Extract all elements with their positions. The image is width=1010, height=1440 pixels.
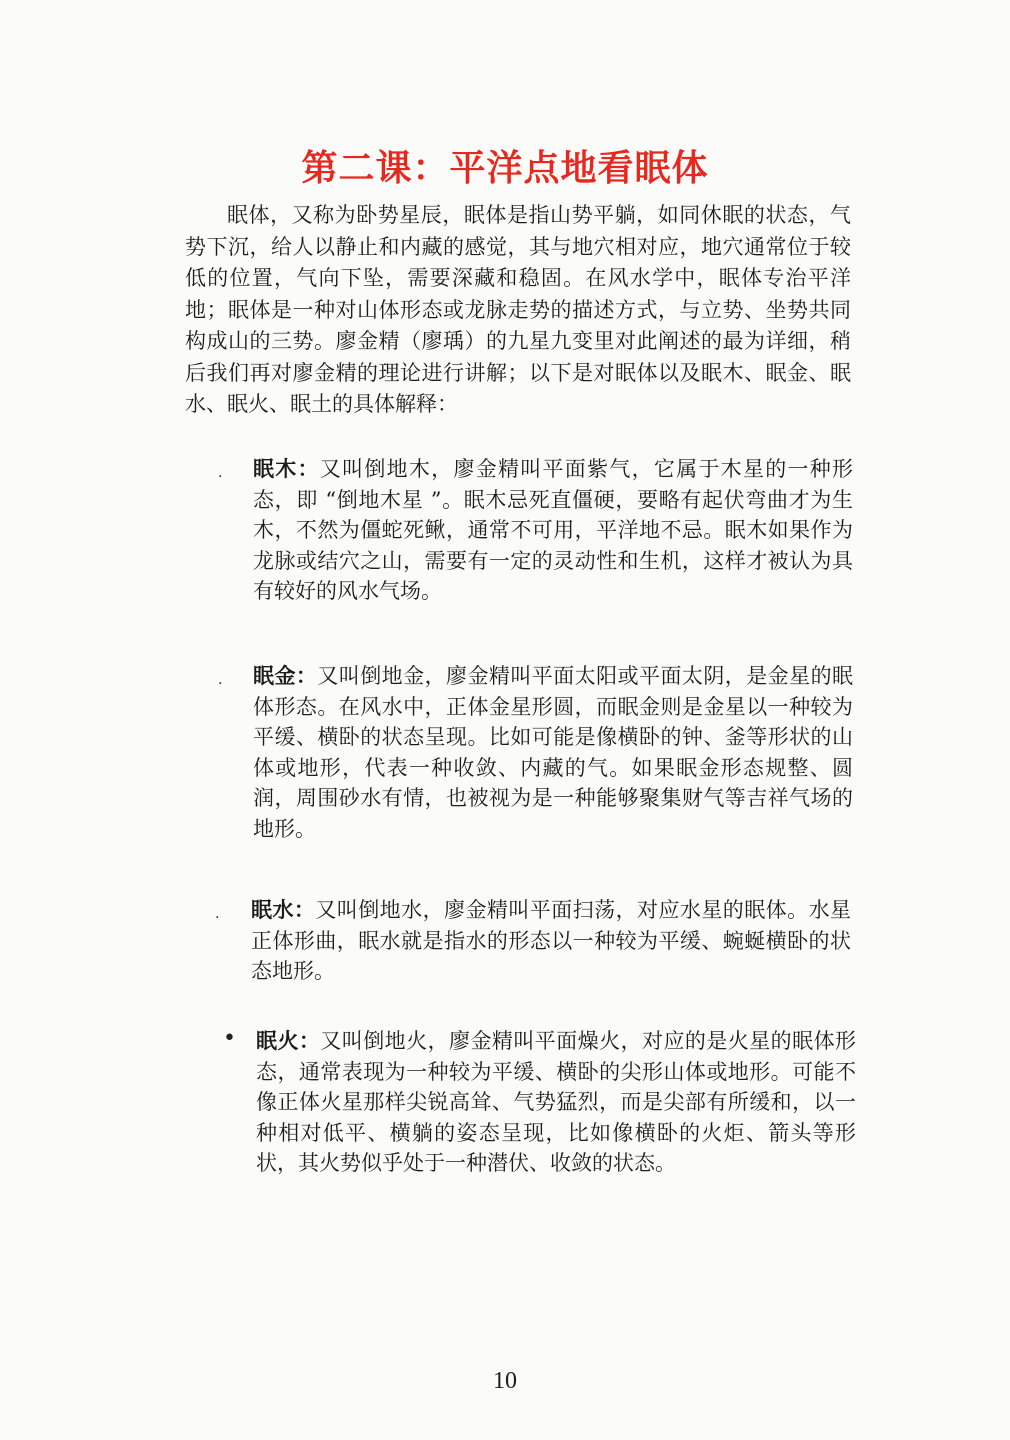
bullet-marker: . [218, 672, 223, 688]
entry-mian-shui [251, 895, 851, 987]
page-number: 10 [493, 1368, 517, 1394]
bullet-marker: . [215, 906, 220, 922]
entry-mian-mu [253, 454, 853, 607]
entry-term: 眠水 [251, 898, 294, 922]
entry-colon: ： [297, 457, 320, 481]
entry-mian-huo [256, 1026, 856, 1179]
entry-term: 眠金 [253, 664, 296, 688]
entry-mian-jin [253, 661, 853, 844]
bullet-marker: . [218, 465, 223, 481]
bullet-marker: • [223, 1026, 236, 1051]
page-title: 第二课：平洋点地看眠体 [301, 148, 709, 189]
entry-colon: ： [295, 664, 318, 688]
entry-text: 又叫倒地木，廖金精叫平面紫气，它属于木星的一种形态，即 “倒地木星 ”。眠木忌死直僵硬，要略有起伏弯曲才为生木，不然为僵蛇死鳅，通常不可用，平洋地不忌。眠木如果作为龙脉或结穴之山，需要有一定的灵动性和生机，这样才被认为具有较好的风水气场。 [253, 457, 854, 603]
intro-paragraph: 眠体，又称为卧势星辰，眠体是指山势平躺，如同休眠的状态，气势下沉，给人以静止和内藏的感觉，其与地穴相对应，地穴通常位于较低的位置，气向下坠，需要深藏和稳固。在风水学中，眠体专治平洋地；眠体是一种对山体形态或龙脉走势的描述方式，与立势、坐势共同构成山的三势。廖金精（廖瑀）的九星九变里对此阐述的最为详细，稍后我们再对廖金精的理论进行讲解；以下是对眠体以及眠木、眠金、眠水、眠火、眠土的具体解释： [185, 203, 851, 416]
entry-term: 眠火 [256, 1029, 299, 1053]
entry-text: 又叫倒地火，廖金精叫平面燥火，对应的是火星的眠体形态，通常表现为一种较为平缓、横卧的尖形山体或地形。可能不像正体火星那样尖锐高耸、气势猛烈，而是尖部有所缓和，以一种相对低平、横躺的姿态呈现，比如像横卧的火炬、箭头等形状，其火势似乎处于一种潜伏、收敛的状态。 [256, 1029, 857, 1175]
entry-colon: ： [293, 898, 316, 922]
entry-term: 眠木 [253, 457, 298, 481]
entry-text: 又叫倒地水，廖金精叫平面扫荡，对应水星的眠体。水星正体形曲，眠水就是指水的形态以一种较为平缓、蜿蜒横卧的状态地形。 [251, 898, 852, 983]
entry-colon: ： [298, 1029, 321, 1053]
entry-text: 又叫倒地金，廖金精叫平面太阳或平面太阴，是金星的眠体形态。在风水中，正体金星形圆，而眠金则是金星以一种较为平缓、横卧的状态呈现。比如可能是像横卧的钟、釜等形状的山体或地形，代表一种收敛、内藏的气。如果眠金形态规整、圆润，周围砂水有情，也被视为是一种能够聚集财气等吉祥气场的地形。 [253, 664, 854, 841]
